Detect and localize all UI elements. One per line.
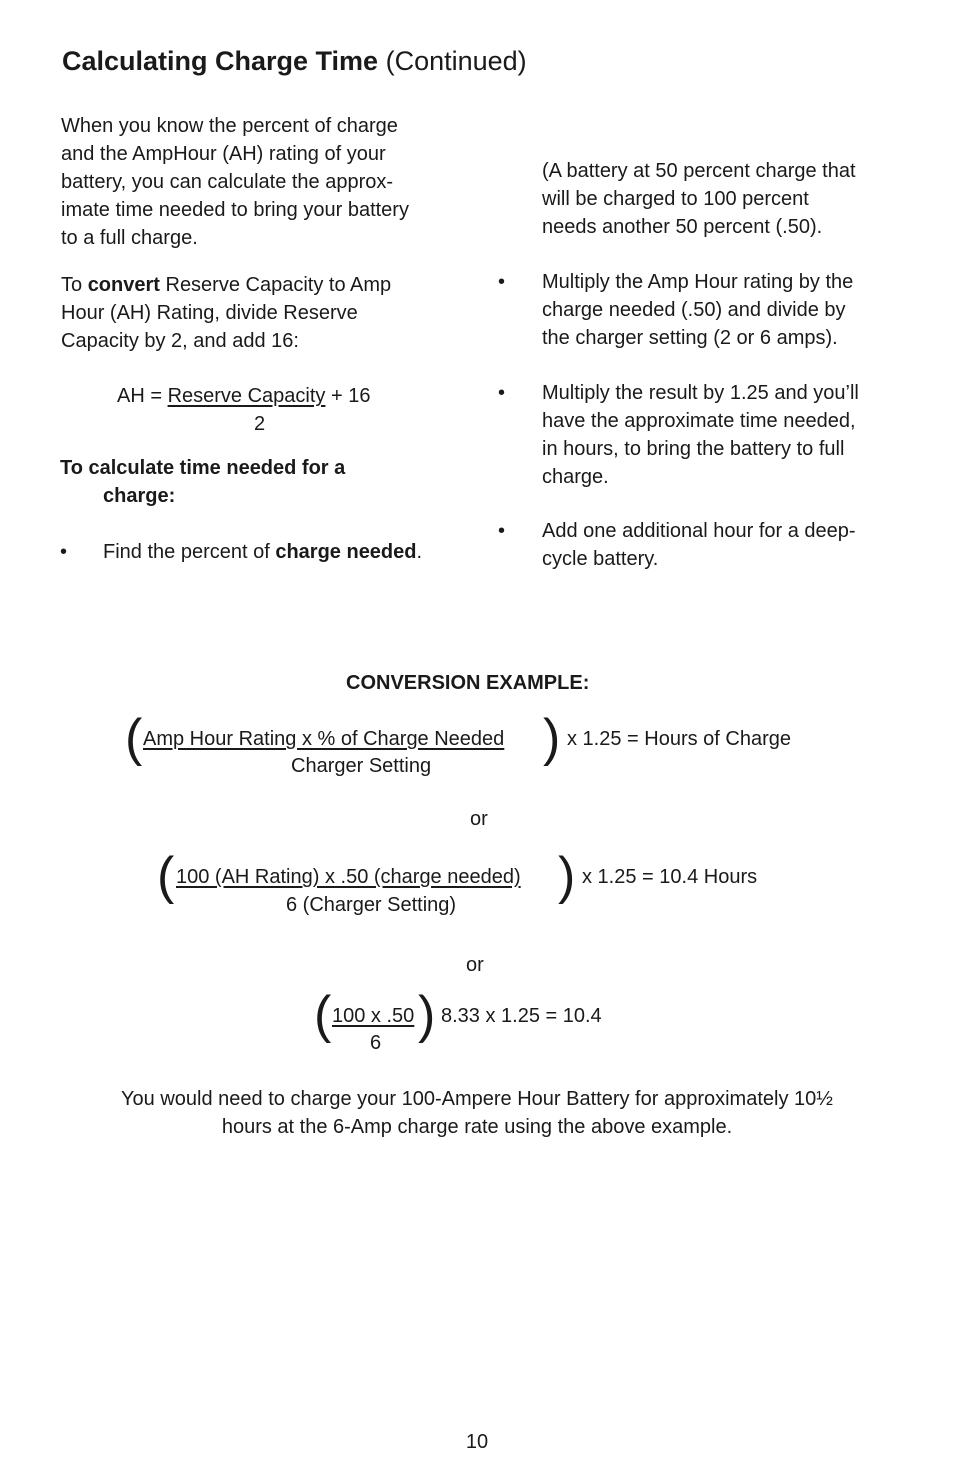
page-title-suffix: (Continued) xyxy=(378,46,527,76)
example-line: needs another 50 percent (.50). xyxy=(542,216,823,238)
bullet-line: cycle battery. xyxy=(542,548,659,570)
eq2-numerator xyxy=(176,863,521,891)
convert-line: Capacity by 2, and add 16: xyxy=(61,330,299,352)
bullet-multiply-ah xyxy=(542,268,902,352)
eq3-denominator: 6 xyxy=(370,1032,382,1054)
ah-formula xyxy=(117,382,370,410)
bullet-dot: • xyxy=(60,541,68,563)
paren-open: ( xyxy=(157,847,175,905)
ah-formula-numerator: Reserve Capacity xyxy=(167,385,326,407)
bullet-dot: • xyxy=(498,520,506,542)
bullet-text: Find the percent of xyxy=(103,541,276,563)
intro-line: to a full charge. xyxy=(61,227,198,249)
ah-formula-denominator: 2 xyxy=(254,413,266,435)
convert-pre: To xyxy=(61,274,88,296)
eq1-numerator xyxy=(143,725,504,753)
summary-line: hours at the 6-Amp charge rate using the above example. xyxy=(221,1116,733,1138)
intro-line: battery, you can calculate the approx- xyxy=(61,171,394,193)
example-line: (A battery at 50 percent charge that xyxy=(542,160,856,182)
eq1-numerator-text: Amp Hour Rating x % of Charge Needed xyxy=(143,728,505,750)
eq3-numerator xyxy=(332,1002,414,1030)
bullet-dot: • xyxy=(498,271,506,293)
paren-close: ) xyxy=(543,709,561,767)
or-separator: or xyxy=(470,808,488,830)
paren-close: ) xyxy=(418,986,436,1044)
or-separator: or xyxy=(466,954,484,976)
bullet-line: Multiply the result by 1.25 and you’ll xyxy=(542,382,859,404)
intro-paragraph xyxy=(61,112,456,252)
page-title xyxy=(62,46,527,77)
example-line: will be charged to 100 percent xyxy=(542,188,809,210)
calc-heading xyxy=(60,454,345,510)
eq2-rhs: x 1.25 = 10.4 Hours xyxy=(582,866,758,888)
eq1-denominator: Charger Setting xyxy=(291,755,432,777)
intro-line: imate time needed to bring your battery xyxy=(61,199,409,221)
bullet-dot: • xyxy=(498,382,506,404)
eq1-rhs: x 1.25 = Hours of Charge xyxy=(567,728,792,750)
bullet-line: charge. xyxy=(542,466,609,488)
page-title-bold: Calculating Charge Time xyxy=(62,46,379,76)
eq3-numerator-text: 100 x .50 xyxy=(332,1005,415,1027)
bullet-multiply-result xyxy=(542,379,912,491)
summary-line: You would need to charge your 100-Ampere Hour Battery for approximately 10½ xyxy=(121,1088,833,1110)
paren-open: ( xyxy=(125,709,143,767)
bullet-line: have the approximate time needed, xyxy=(542,410,856,432)
paren-open: ( xyxy=(314,986,332,1044)
bullet-line: Add one additional hour for a deep- xyxy=(542,520,856,542)
ah-formula-add: + 16 xyxy=(325,385,371,407)
summary-paragraph xyxy=(40,1085,914,1141)
convert-rest: Reserve Capacity to Amp xyxy=(159,274,392,296)
example-paragraph xyxy=(542,157,902,241)
ah-formula-lhs: AH = xyxy=(117,385,168,407)
eq2-denominator: 6 (Charger Setting) xyxy=(286,894,457,916)
convert-bold: convert xyxy=(87,274,160,296)
conversion-heading: CONVERSION EXAMPLE: xyxy=(346,672,590,694)
page-number: 10 xyxy=(465,1431,489,1453)
convert-line: Hour (AH) Rating, divide Reserve xyxy=(61,302,358,324)
intro-line: and the AmpHour (AH) rating of your xyxy=(61,143,386,165)
bullet-deep-cycle xyxy=(542,517,902,573)
convert-line xyxy=(61,271,456,299)
convert-paragraph xyxy=(61,271,456,355)
eq3-rhs: 8.33 x 1.25 = 10.4 xyxy=(441,1005,602,1027)
calc-heading-line: To calculate time needed for a xyxy=(60,457,346,479)
bullet-line: the charger setting (2 or 6 amps). xyxy=(542,327,838,349)
paren-close: ) xyxy=(558,847,576,905)
bullet-find-percent xyxy=(103,538,422,566)
bullet-bold: charge needed xyxy=(275,541,417,563)
bullet-text: . xyxy=(416,541,423,563)
intro-line: When you know the percent of charge xyxy=(61,115,398,137)
eq2-numerator-text: 100 (AH Rating) x .50 (charge needed) xyxy=(176,866,521,888)
bullet-line: Multiply the Amp Hour rating by the xyxy=(542,271,854,293)
calc-heading-line: charge: xyxy=(103,485,176,507)
bullet-line: in hours, to bring the battery to full xyxy=(542,438,845,460)
bullet-line: charge needed (.50) and divide by xyxy=(542,299,846,321)
